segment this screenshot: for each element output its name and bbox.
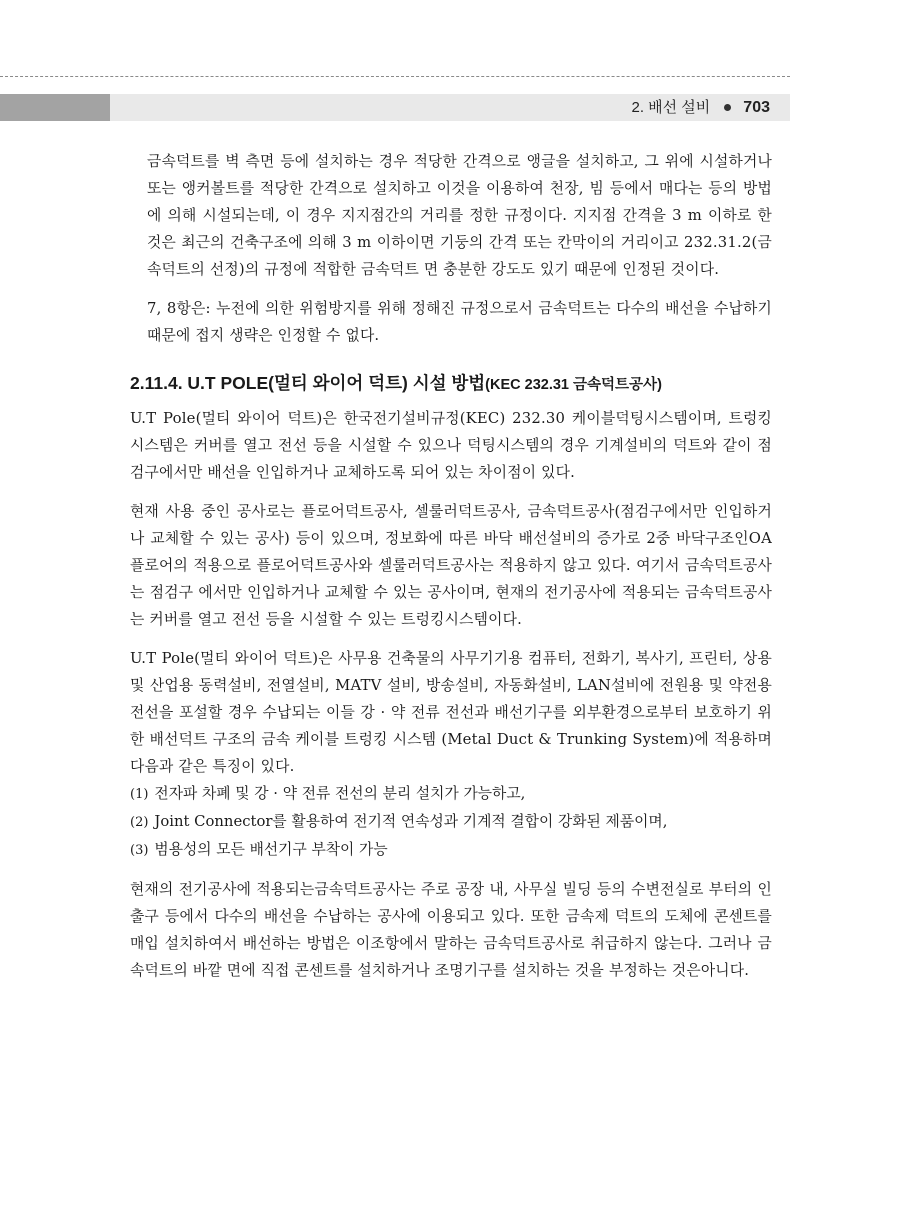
- list-item-number: (1): [130, 787, 149, 802]
- bullet-dot-icon: [724, 104, 731, 111]
- list-item-text: 범용성의 모든 배선기구 부착이 가능: [154, 841, 388, 858]
- list-item: [130, 780, 772, 808]
- header-accent-block: [0, 94, 110, 121]
- header-section-title: 2. 배선 설비: [631, 99, 711, 116]
- section-heading-main: 2.11.4. U.T POLE(멀티 와이어 덕트) 시설 방법: [130, 373, 486, 393]
- list-item-text: 전자파 차폐 및 강 · 약 전류 전선의 분리 설치가 가능하고,: [154, 785, 526, 802]
- list-item-text: Joint Connector를 활용하여 전기적 연속성과 기계적 결합이 강화된 제품이며,: [154, 813, 668, 830]
- intro-paragraph-2: 7, 8항은: 누전에 의한 위험방지를 위해 정해진 규정으로서 금속덕트는 다수의 배선을 수납하기 때문에 접지 생략은 인정할 수 없다.: [147, 300, 772, 344]
- list-item-number: (3): [130, 843, 149, 858]
- intro-paragraph-1: 금속덕트를 벽 측면 등에 설치하는 경우 적당한 간격으로 앵글을 설치하고, 그 위에 시설하거나 또는 앵커볼트를 적당한 간격으로 설치하고 이것을 이용하여 천장, 빔 등에서 매다는 등의 방법에 의해 시설되는데, 이 경우 지지점간의 거리를 정한 규정이다. 지지점 간격을 3 m 이하로 한 것은 최근의 건축구조에 의해 3 m 이하이면 기둥의 간격 또는 칸막이의 거리이고 232.31.2(금속덕트의 선정)의 규정에 적합한 금속덕트 면 충분한 강도도 있기 때문에 인정된 것이다.: [147, 153, 772, 278]
- body-paragraph-1: U.T Pole(멀티 와이어 덕트)은 한국전기설비규정(KEC) 232.30 케이블덕팅시스템이며, 트렁킹시스템은 커버를 열고 전선 등을 시설할 수 있으나 덕팅시스템의 경우 기계설비의 덕트와 같이 점검구에서만 배선을 인입하거나 교체하도록 되어 있는 차이점이 있다.: [130, 410, 772, 481]
- running-header: [0, 94, 790, 121]
- header-dashed-rule: [0, 76, 790, 77]
- list-item-number: (2): [130, 815, 149, 830]
- page-content: [130, 148, 772, 996]
- section-heading: [130, 367, 772, 401]
- list-item: [130, 836, 772, 864]
- page-number: 703: [743, 99, 770, 116]
- feature-list: [130, 780, 772, 864]
- list-item: [130, 808, 772, 836]
- body-paragraph-3: U.T Pole(멀티 와이어 덕트)은 사무용 건축물의 사무기기용 컴퓨터, 전화기, 복사기, 프린터, 상용 및 산업용 동력설비, 전열설비, MATV 설비, 방송설비, 자동화설비, LAN설비에 전원용 및 약전용 전선을 포설할 경우 수납되는 이들 강 · 약 전류 전선과 배선기구를 외부환경으로부터 보호하기 위한 배선덕트 구조의 금속 케이블 트렁킹 시스템 (Metal Duct & Trunking System)에 적용하며 다음과 같은 특징이 있다.: [130, 650, 772, 775]
- section-heading-suffix: (KEC 232.31 금속덕트공사): [485, 377, 662, 393]
- header-text: [631, 94, 770, 121]
- closing-paragraph: 현재의 전기공사에 적용되는금속덕트공사는 주로 공장 내, 사무실 빌딩 등의 수변전실로 부터의 인출구 등에서 다수의 배선을 수납하는 공사에 이용되고 있다. 또한 금속제 덕트의 도체에 콘센트를 매입 설치하여서 배선하는 방법은 이조항에서 말하는 금속덕트공사로 취급하지 않는다. 그러나 금속덕트의 바깥 면에 직접 콘센트를 설치하거나 조명기구를 설치하는 것을 부정하는 것은아니다.: [130, 881, 772, 979]
- body-paragraph-2: 현재 사용 중인 공사로는 플로어덕트공사, 셀룰러덕트공사, 금속덕트공사(점검구에서만 인입하거나 교체할 수 있는 공사) 등이 있으며, 정보화에 따른 바닥 배선설비의 증가로 2중 바닥구조인OA플로어의 적용으로 플로어덕트공사와 셀룰러덕트공사는 적용하지 않고 있다. 여기서 금속덕트공사는 점검구 에서만 인입하거나 교체할 수 있는 공사이며, 현재의 전기공사에 적용되는 금속덕트공사는 커버를 열고 전선 등을 시설할 수 있는 트렁킹시스템이다.: [130, 503, 772, 628]
